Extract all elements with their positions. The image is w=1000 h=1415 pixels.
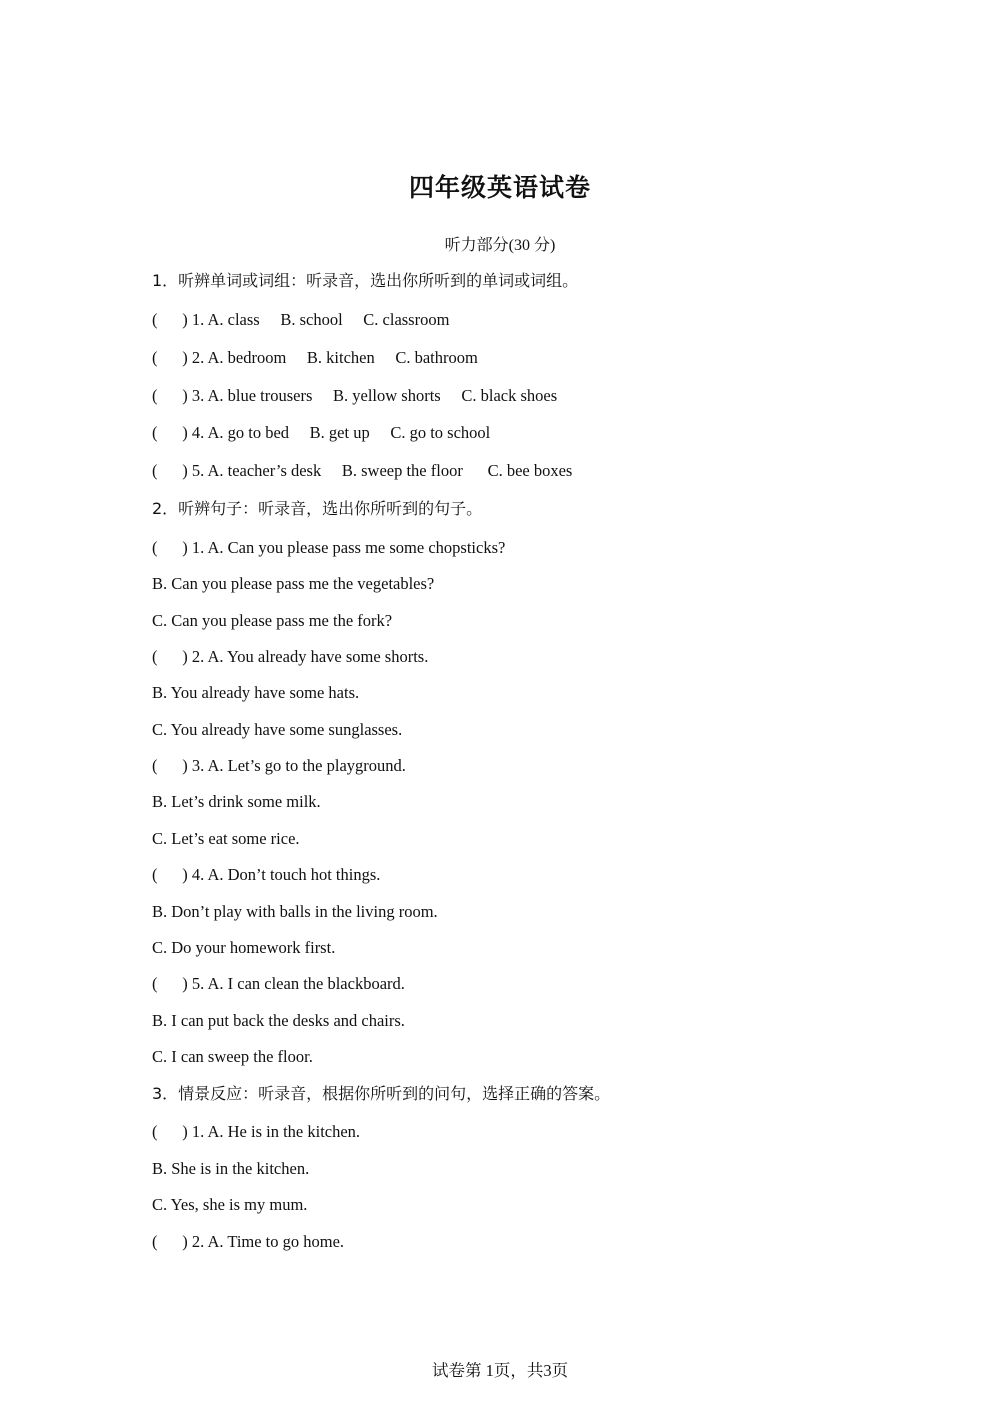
section-3-line: ( ) 2. A. Time to go home. [152, 1232, 345, 1251]
section-2-line: B. Don’t play with balls in the living room. [152, 902, 438, 921]
page-subtitle: 听力部分(30 分) [444, 237, 556, 254]
section-3-line: C. Yes, she is my mum. [152, 1195, 308, 1214]
section-2-line: ( ) 4. A. Don’t touch hot things. [152, 865, 381, 884]
section-1-item: ( ) 3. A. blue trousers B. yellow shorts C. black shoes [152, 386, 558, 405]
section-2-line: C. Can you please pass me the fork? [152, 611, 393, 630]
section-2-line: ( ) 5. A. I can clean the blackboard. [152, 974, 405, 993]
section-2-line: B. Let’s drink some milk. [152, 792, 321, 811]
section-3-heading: 3．情景反应：听录音，根据你所听到的问句，选择正确的答案。 [152, 1084, 611, 1103]
section-2-line: ( ) 3. A. Let’s go to the playground. [152, 756, 406, 775]
section-2-line: B. I can put back the desks and chairs. [152, 1011, 405, 1030]
page-footer: 试卷第 1页，共3页 [431, 1361, 569, 1380]
section-2-line: ( ) 1. A. Can you please pass me some chopsticks? [152, 538, 506, 557]
section-2-line: C. I can sweep the floor. [152, 1047, 313, 1066]
section-2-line: C. You already have some sunglasses. [152, 720, 403, 739]
section-3-line: ( ) 1. A. He is in the kitchen. [152, 1122, 361, 1141]
section-3-line: B. She is in the kitchen. [152, 1159, 310, 1178]
page-title: 四年级英语试卷 [408, 173, 591, 202]
section-1-item: ( ) 4. A. go to bed B. get up C. go to school [152, 423, 491, 442]
section-1-item: ( ) 5. A. teacher’s desk B. sweep the floor C. bee boxes [152, 461, 573, 480]
section-2-line: B. Can you please pass me the vegetables? [152, 574, 435, 593]
section-1-item: ( ) 1. A. class B. school C. classroom [152, 310, 450, 329]
section-2-line: C. Do your homework first. [152, 938, 336, 957]
section-2-line: B. You already have some hats. [152, 683, 360, 702]
section-2-heading: 2．听辨句子：听录音，选出你所听到的句子。 [152, 499, 483, 518]
section-1-item: ( ) 2. A. bedroom B. kitchen C. bathroom [152, 348, 478, 367]
section-2-line: C. Let’s eat some rice. [152, 829, 300, 848]
section-2-line: ( ) 2. A. You already have some shorts. [152, 647, 429, 666]
section-1-heading: 1．听辨单词或词组：听录音，选出你所听到的单词或词组。 [152, 271, 579, 290]
